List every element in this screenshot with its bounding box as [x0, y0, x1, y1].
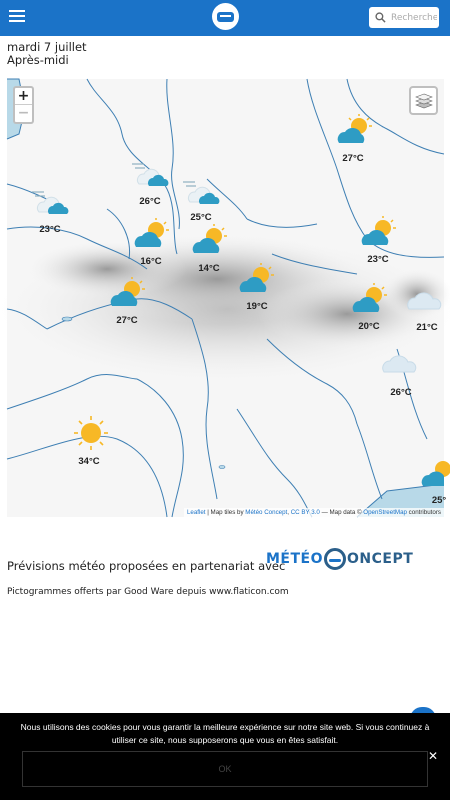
- zoom-out-button[interactable]: −: [17, 105, 30, 121]
- map-temperature: 14°C: [198, 263, 220, 274]
- map-temperature: 27°C: [116, 315, 138, 326]
- map-temperature: 16°C: [140, 256, 162, 267]
- cookie-banner: [0, 713, 450, 800]
- logo-mark: [217, 12, 234, 22]
- search-box[interactable]: [369, 7, 439, 28]
- cookie-message: Nous utilisons des cookies pour vous garantir la meilleure expérience sur notre site web. Si vous continuez à utiliser ce site, nous supposerons que vous en êtes satisfait.: [20, 722, 430, 745]
- map-temperature: 21°C: [416, 322, 438, 333]
- sun-behind-cloud-icon: [335, 113, 375, 147]
- menu-icon[interactable]: [9, 10, 25, 24]
- license-link[interactable]: CC BY 3.0: [290, 509, 320, 516]
- weather-map[interactable]: [7, 79, 447, 517]
- sun-behind-cloud-icon: [350, 282, 390, 316]
- cookie-ok-button[interactable]: OK: [22, 751, 428, 787]
- search-icon: [375, 12, 386, 23]
- map-temperature: 25°C: [190, 212, 212, 223]
- logo-text: MÉTÉO: [266, 550, 324, 567]
- cloud-icon: [380, 350, 420, 376]
- sun-behind-cloud-icon: [359, 215, 399, 249]
- sun-behind-cloud-icon: [421, 456, 444, 490]
- cloud-wind-icon: [31, 187, 71, 217]
- sun-behind-cloud-icon: [108, 276, 148, 310]
- partner-text: Prévisions météo proposées en partenariat avec: [7, 559, 286, 573]
- map-temperature: 34°C: [78, 456, 100, 467]
- meteo-concept-link[interactable]: Météo Concept: [245, 509, 288, 516]
- icon-credit: Pictogrammes offerts par Good Ware depuis www.flaticon.com: [7, 587, 289, 597]
- map-temperature: 26°C: [139, 196, 161, 207]
- map-temperature: 25°: [431, 495, 447, 506]
- site-logo[interactable]: [212, 3, 239, 30]
- layers-button[interactable]: [409, 86, 438, 115]
- meteo-concept-logo[interactable]: [266, 545, 413, 572]
- attribution-text: | Map tiles by: [205, 509, 246, 516]
- logo-c-mark: [324, 548, 346, 570]
- top-app-bar: [0, 0, 450, 36]
- map-attribution: [184, 508, 444, 517]
- map-temperature: 23°C: [39, 224, 61, 235]
- search-input[interactable]: [391, 13, 437, 23]
- sun-behind-cloud-icon: [132, 217, 172, 251]
- cloud-icon: [405, 287, 444, 313]
- close-icon[interactable]: ✕: [427, 749, 438, 763]
- sun-behind-cloud-icon: [237, 262, 277, 296]
- attribution-text: contributors: [406, 509, 441, 516]
- layers-icon: [415, 93, 433, 109]
- map-temperature: 19°C: [246, 301, 268, 312]
- leaflet-link[interactable]: Leaflet: [186, 509, 206, 516]
- forecast-period: Après-midi: [7, 53, 69, 67]
- forecast-date: mardi 7 juillet: [7, 40, 87, 54]
- attribution-text: ,: [287, 509, 291, 516]
- map-temperature: 26°C: [390, 387, 412, 398]
- openstreetmap-link[interactable]: OpenStreetMap: [363, 509, 407, 516]
- cloud-wind-icon: [182, 177, 222, 207]
- map-temperature: 27°C: [342, 153, 364, 164]
- cloud-wind-icon: [131, 159, 171, 189]
- zoom-control: [13, 86, 34, 124]
- map-temperature: 20°C: [358, 321, 380, 332]
- logo-text: ONCEPT: [347, 550, 414, 567]
- zoom-in-button[interactable]: +: [15, 88, 32, 105]
- sun-behind-cloud-icon: [190, 223, 230, 257]
- sun-icon: [73, 415, 109, 451]
- map-temperature: 23°C: [367, 254, 389, 265]
- attribution-text: — Map data ©: [319, 509, 364, 516]
